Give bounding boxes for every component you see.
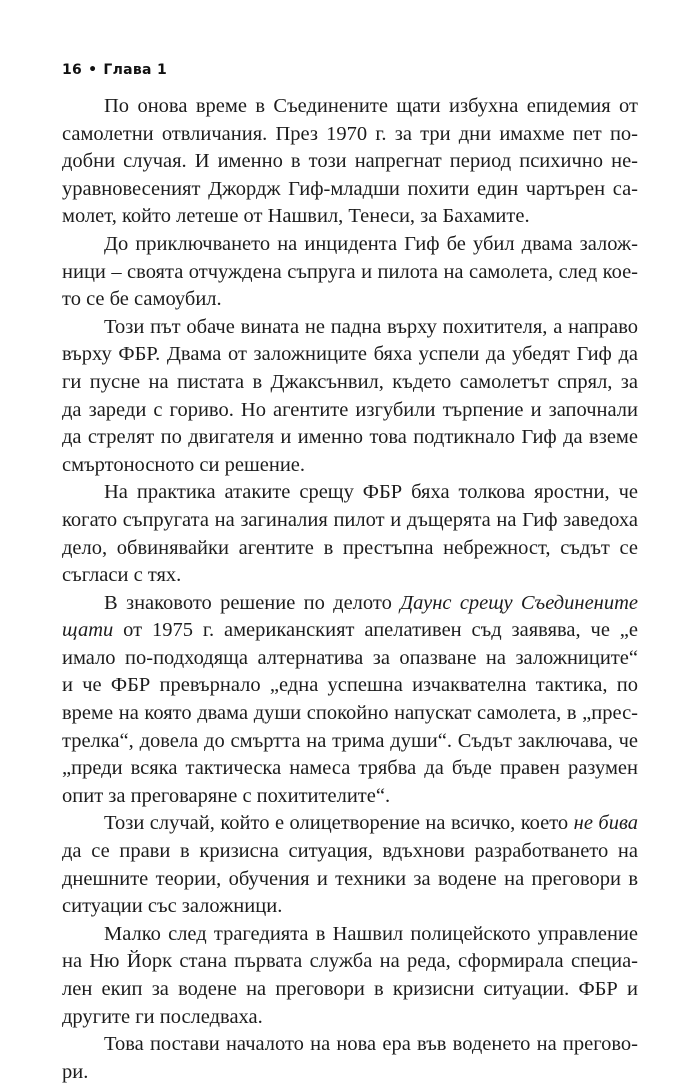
text-line: да се прави в кризисна ситуация, вдъхнови разработването на [62, 840, 638, 863]
text-line [62, 617, 638, 645]
paragraph-6 [62, 810, 638, 920]
text-line: имало по-подходяща алтернатива за опазване на заложниците“ [62, 646, 638, 669]
text-line: добни случая. И именно в този напрегнат период психично не- [62, 150, 638, 173]
text-line: и че ФБР превърнало „една успешна изчаквателна тактика, по [62, 674, 638, 697]
text-run: от 1975 г. американският апелативен съд заявява, че „е [113, 619, 638, 642]
text-line: съгласи с тях. [62, 564, 182, 587]
text-line: когато съпругата на загиналия пилот и дъщерята на Гиф заведоха [62, 508, 638, 531]
text-line: трелка“, довела до смъртта на трима души“. Съдът заключава, че [62, 729, 638, 752]
text-line: дело, обвинявайки агентите в престъпна небрежност, съдът се [62, 536, 638, 559]
header-separator: • [88, 62, 98, 78]
text-line: другите ги последваха. [62, 1005, 263, 1028]
paragraph-1 [62, 93, 638, 231]
text-line: опит за преговаряне с похитителите“. [62, 784, 391, 807]
page-number: 16 [62, 62, 83, 78]
text-line: До приключването на инцидента Гиф бе убил двама залож- [104, 232, 638, 255]
text-line: то се бе самоубил. [62, 288, 222, 311]
emphasis-italic: не бива [573, 812, 638, 835]
text-line: на Ню Йорк стана първата служба на реда, сформирала специа- [62, 950, 638, 973]
text-line: да стрелят по двигателя и именно това подтикнало Гиф да вземе [62, 426, 638, 449]
text-line: Този път обаче вината не падна върху похитителя, а направо [104, 315, 638, 338]
running-head [62, 62, 167, 78]
text-line: „преди всяка тактическа намеса трябва да бъде правен разумен [62, 757, 638, 780]
paragraph-8 [62, 1031, 638, 1086]
text-line: По онова време в Съединените щати избухна епидемия от [104, 95, 638, 117]
text-line: Малко след трагедията в Нашвил полицейското управление [104, 922, 638, 945]
text-line: лен екип за водене на преговори в кризисни ситуации. ФБР и [62, 978, 638, 1000]
text-line: ници – своята отчуждена съпруга и пилота на самолета, след кое- [62, 260, 638, 283]
case-title-italic: Даунс срещу Съединените [400, 591, 638, 614]
paragraph-4 [62, 479, 638, 589]
text-line: ри. [62, 1060, 89, 1083]
chapter-title: Глава 1 [103, 62, 167, 78]
text-line: уравновесеният Джордж Гиф-младши похити един чартърен са- [62, 177, 638, 200]
text-line: днешните теории, обучения и техники за водене на преговори в [62, 867, 638, 890]
text-line [62, 810, 638, 838]
text-run: Този случай, който е олицетворение на всичко, което [104, 812, 574, 835]
text-line: върху ФБР. Двама от заложниците бяха успели да убедят Гиф да [62, 343, 638, 366]
text-line [62, 590, 638, 618]
body-text [62, 93, 638, 1086]
text-line: Това постави началото на нова ера във воденето на прегово- [104, 1033, 638, 1056]
text-line: ги пусне на пистата в Джаксънвил, където самолетът спрял, за [62, 370, 638, 393]
text-run: В знаковото решение по делото [104, 591, 401, 614]
paragraph-3 [62, 314, 638, 480]
case-title-italic: щати [62, 619, 114, 642]
text-line: да зареди с гориво. Но агентите изгубили търпение и започнали [62, 398, 638, 421]
paragraph-5 [62, 590, 638, 811]
paragraph-2 [62, 231, 638, 314]
text-line: ситуации със заложници. [62, 895, 283, 918]
paragraph-7 [62, 921, 638, 1031]
text-line: молет, който летеше от Нашвил, Тенеси, за Бахамите. [62, 205, 530, 228]
text-line: смъртоносното си решение. [62, 453, 306, 476]
text-line: На практика атаките срещу ФБР бяха толкова яростни, че [104, 481, 638, 504]
text-line: време на която двама души спокойно напускат самолета, в „прес- [62, 702, 638, 725]
text-line: самолетни отвличания. През 1970 г. за три дни имахме пет по- [62, 122, 638, 145]
